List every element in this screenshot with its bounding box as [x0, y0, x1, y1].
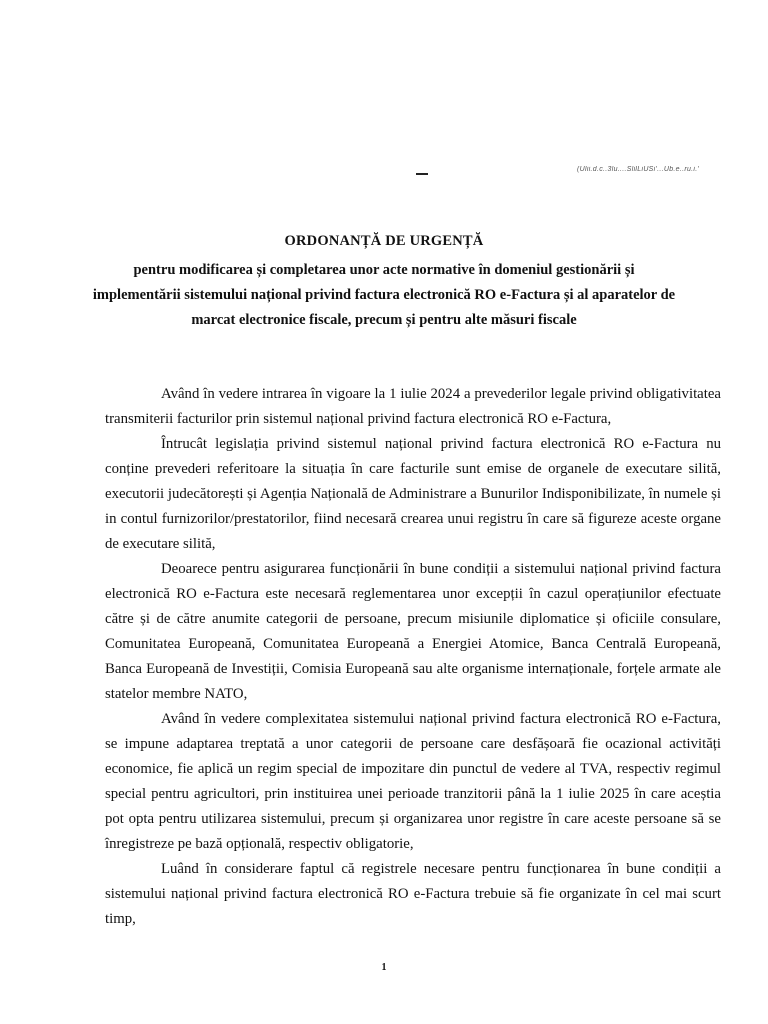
paragraph-5: Luând în considerare faptul că registrele necesare pentru funcționarea în bune condiții a sistemului național privind factura electronică RO e-Factura trebuie să fie organizate în cel mai scurt timp,: [105, 861, 721, 927]
paragraph-1: Având în vedere intrarea în vigoare la 1 iulie 2024 a prevederilor legale privind obligativitatea transmiterii facturilor prin sistemul național privind factura electronică RO e-Factura,: [105, 386, 721, 427]
document-subtitle: pentru modificarea și completarea unor acte normative în domeniul gestionării și implementării sistemului național privind factura electronică RO e-Factura și al aparatelor de marcat electronice fiscale, precum și pentru alte măsuri fiscale: [92, 262, 676, 328]
paragraph-2: Întrucât legislația privind sistemul național privind factura electronică RO e-Factura nu conține prevederi referitoare la situația în care facturile sunt emise de organele de executare silită, executorii judecătorești și Agenția Națională de Administrare a Bunurilor Indisponibilizate, în numele și in contul furnizorilor/prestatorilor, fiind necesară crearea unui registru în care să figureze aceste organe de executare silită,: [105, 436, 721, 552]
paragraph-4: Având în vedere complexitatea sistemului național privind factura electronică RO e-Factura, se impune adaptarea treptată a unor categorii de persoane care desfășoară fie ocazional activități economice, fie aplică un regim special de impozitare din punctul de vedere al TVA, respectiv regimul special pentru agricultori, prin instituirea unei perioade tranzitorii până la 1 iulie 2025 în care aceștia pot opta pentru utilizarea sistemului, precum și organizarea unor registre în care aceste persoane să se înregistreze pe bază opțională, respectiv obligatorie,: [105, 711, 721, 852]
registration-stamp: (Ulii.d.c..3lu....SlilLiUSi'...Ub.e..ru.i.': [577, 166, 700, 173]
header-dash-mark: [416, 173, 428, 175]
page-number: 1: [381, 962, 387, 973]
paragraph-3: Deoarece pentru asigurarea funcționării în bune condiții a sistemului național privind factura electronică RO e-Factura este necesară reglementarea unor excepții în cazul operațiunilor efectuate către și de către anumite categorii de persoane, precum misiunile diplomatice și oficiile consulare, Comunitatea Europeană, Comunitatea Europeană a Energiei Atomice, Banca Centrală Europeană, Banca Europeană de Investiții, Comisia Europeană sau alte organisme internaționale, forțele armate ale statelor membre NATO,: [105, 561, 721, 702]
document-title: ORDONANȚĂ DE URGENȚĂ: [284, 233, 484, 249]
document-body: [105, 382, 721, 932]
